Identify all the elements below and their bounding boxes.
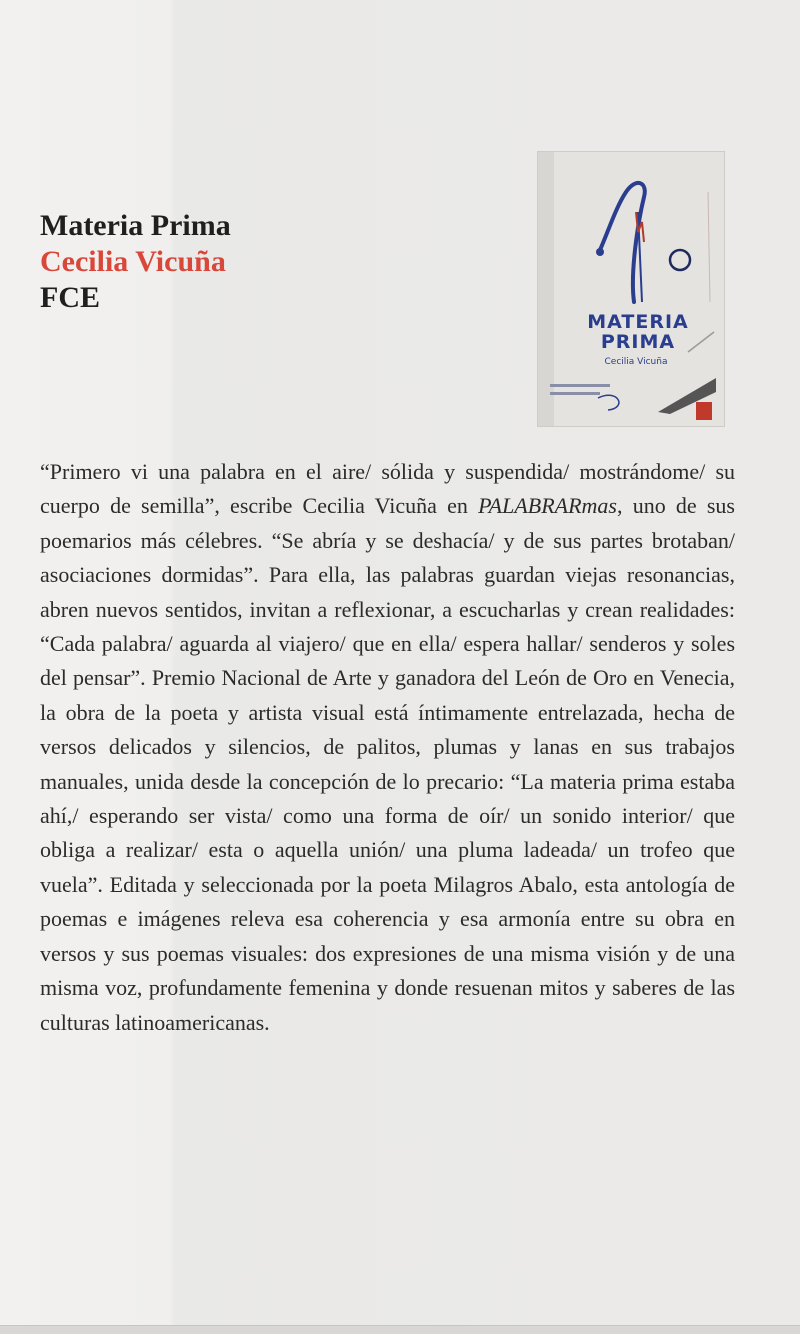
book-cover-image [537, 151, 725, 427]
review-work-title: PALABRARmas [478, 493, 617, 519]
cover-artwork [538, 152, 724, 426]
book-header [40, 208, 460, 316]
cover-title-line1: MATERIA [587, 311, 689, 333]
book-title: Materia Prima [40, 209, 231, 242]
book-publisher: FCE [40, 281, 100, 314]
page-bottom-edge [0, 1325, 800, 1334]
review-text [40, 455, 735, 1040]
cover-author: Cecilia Vicuña [604, 357, 668, 367]
cover-title-line2: PRIMA [600, 331, 676, 353]
review-text-part2: , uno de sus poemarios más célebres. “Se abría y se deshacía/ y de sus partes brotaban/ asociaciones dormidas”. Para ella, las palabras guardan viejas resonancias, abren nuevos sentidos, invitan a reflexionar, a escucharlas y crean realidades: “Cada palabra/ aguarda al viajero/ que en ella/ espera hallar/ senderos y soles del pensar”. Premio Nacional de Arte y ganadora del León de Oro en Venecia, la obra de la poeta y artista visual está íntimamente entrelazada, hecha de versos delicados y silencios, de palitos, plumas y lanas en sus trabajos manuales, unida desde la concepción de lo precario: “La materia prima estaba ahí,/ esperando ser vista/ como una forma de oír/ un sonido interior/ que obliga a realizar/ esta o aquella unión/ una pluma ladeada/ un trofeo que vuela”. Editada y seleccionada por la poeta Milagros Abalo, esta antología de poemas e imágenes releva esa coherencia y esa armonía entre su obra en versos y sus poemas visuales: dos expresiones de una misma visión y de una misma voz, profundamente femenina y donde resuenan mitos y saberes de las culturas latinoamericanas. [40, 493, 735, 1035]
cover-title [578, 312, 698, 352]
review-text-part1: “Primero vi una palabra en el aire/ sólida y suspendida/ mostrándome/ su cuerpo de semilla”, escribe Cecilia Vicuña en [40, 459, 735, 519]
book-author: Cecilia Vicuña [40, 245, 226, 278]
